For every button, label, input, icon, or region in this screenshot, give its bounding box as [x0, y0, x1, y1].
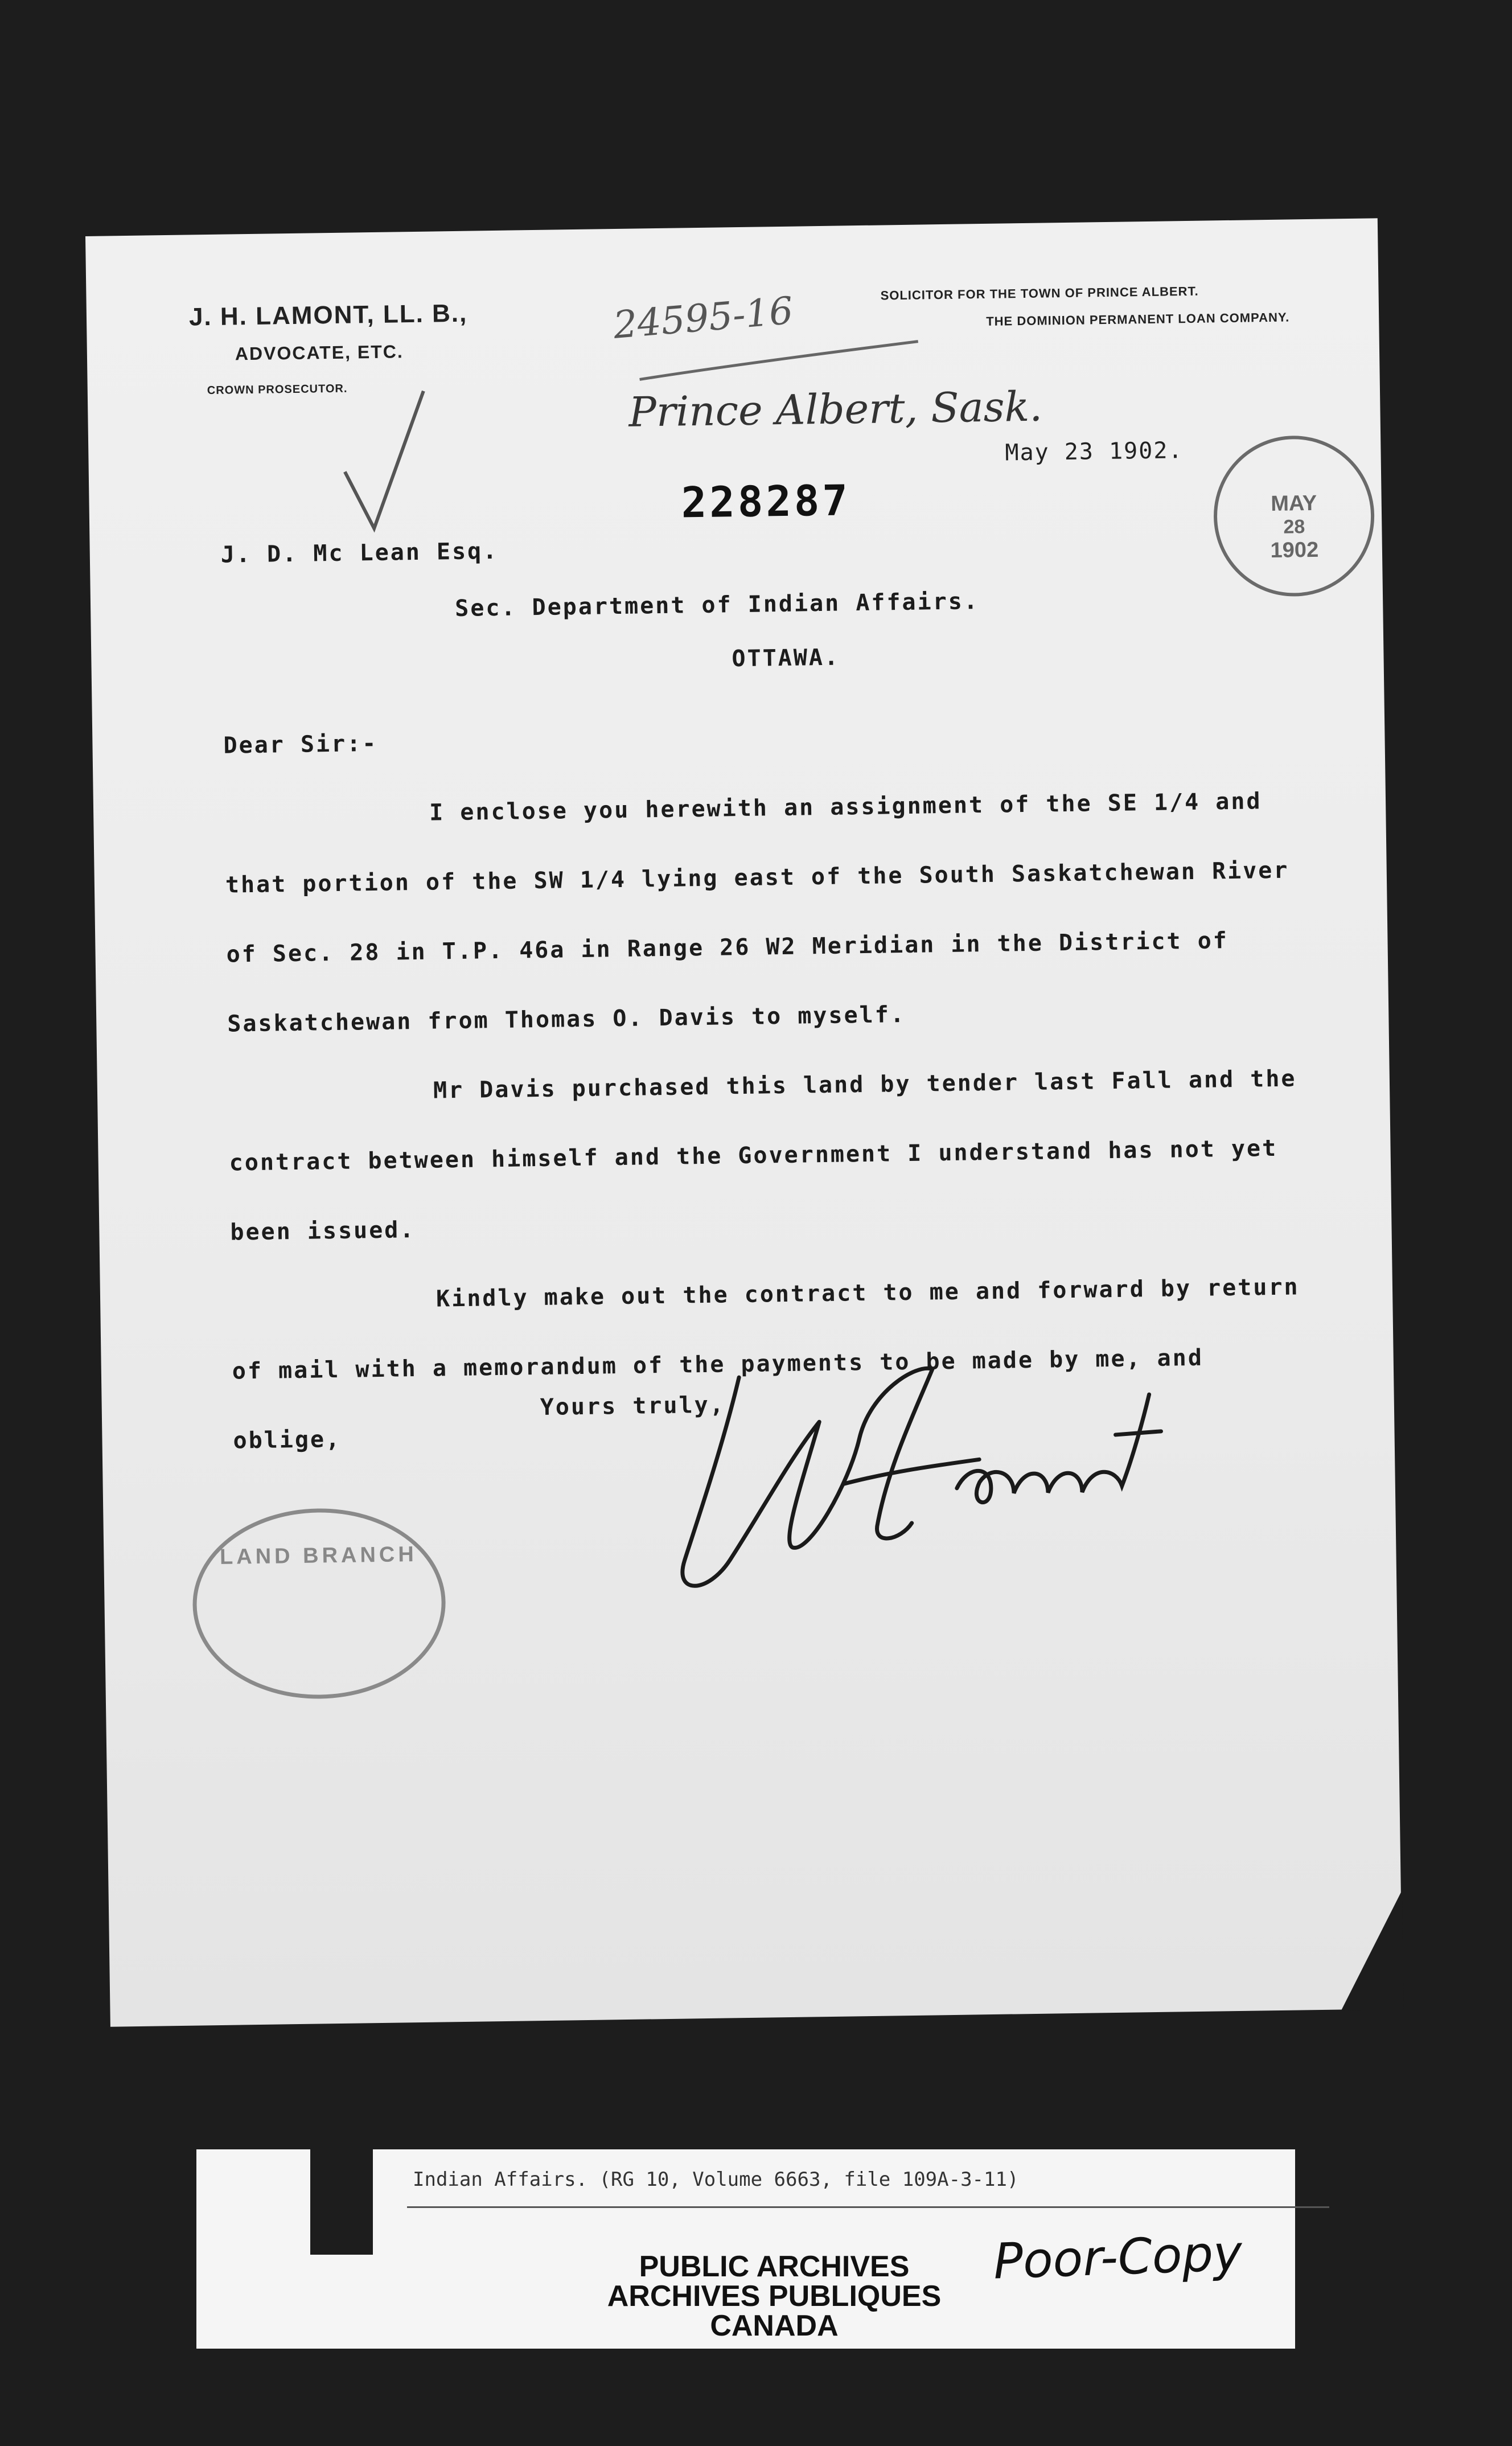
stamp-year: 1902: [1270, 537, 1319, 563]
letterhead-name: J. H. LAMONT, LL. B.,: [188, 299, 468, 331]
paragraph-1: I enclose you herewith an assignment of the SE 1/4 and that portion of the SW 1/4 lying east of the South Saskatchewan River of Sec. 28 in T.P. 46a in Range 26 W2 Meridian in the District of Saskatchewan from Thomas O. Davis to myself.: [225, 788, 1289, 1037]
signature: [671, 1348, 1221, 1628]
paragraph-2: Mr Davis purchased this land by tender last Fall and the contract between himself and the Government I understand has not yet been issued.: [229, 1065, 1297, 1246]
page-corner: [1340, 1890, 1404, 2011]
recipient-city: OTTAWA.: [732, 644, 840, 672]
archive-strip: [196, 2149, 1295, 2349]
letter-date: May 23 1902.: [1005, 437, 1184, 466]
archives-line-1: PUBLIC ARCHIVES: [639, 2250, 910, 2283]
salutation: Dear Sir:-: [223, 730, 378, 759]
stamp-month: MAY: [1270, 491, 1317, 516]
citation-underline: [407, 2206, 1329, 2208]
archives-line-2: ARCHIVES PUBLIQUES: [607, 2280, 942, 2313]
strip-notch: [310, 2149, 373, 2255]
check-mark: [310, 385, 437, 535]
received-stamp: [1213, 434, 1375, 597]
recipient-department: Sec. Department of Indian Affairs.: [454, 588, 980, 622]
paragraph-3: Kindly make out the contract to me and forward by return of mail with a memorandum of the payments to be made by me, and oblige,: [232, 1274, 1300, 1454]
letterhead-title: ADVOCATE, ETC.: [235, 341, 404, 364]
archives-label: [569, 2252, 979, 2341]
letter-page: [85, 218, 1403, 2026]
pen-stroke: [634, 335, 930, 391]
solicitor-line-2: THE DOMINION PERMANENT LOAN COMPANY.: [986, 310, 1290, 329]
letterhead-crown: CROWN PROSECUTOR.: [207, 382, 348, 397]
letterhead-right: [880, 276, 1289, 336]
archive-citation: Indian Affairs. (RG 10, Volume 6663, file 109A-3-11): [413, 2168, 1019, 2191]
handwritten-place: Prince Albert, Sask.: [628, 382, 1043, 436]
stamp-branch: LAND BRANCH: [219, 1542, 418, 1569]
recipient-name: J. D. Mc Lean Esq.: [220, 537, 499, 568]
stamp-day: 28: [1283, 516, 1305, 538]
handwritten-file-number: 24595-16: [611, 288, 795, 347]
poor-copy-note: Poor-Copy: [992, 2225, 1243, 2291]
land-branch-stamp: [191, 1507, 447, 1700]
letterhead-left: [189, 299, 469, 398]
solicitor-line-1: SOLICITOR FOR THE TOWN OF PRINCE ALBERT.: [880, 284, 1199, 303]
archives-line-3: CANADA: [710, 2309, 839, 2342]
closing: Yours truly,: [540, 1392, 726, 1421]
reference-number: 228287: [681, 476, 851, 528]
